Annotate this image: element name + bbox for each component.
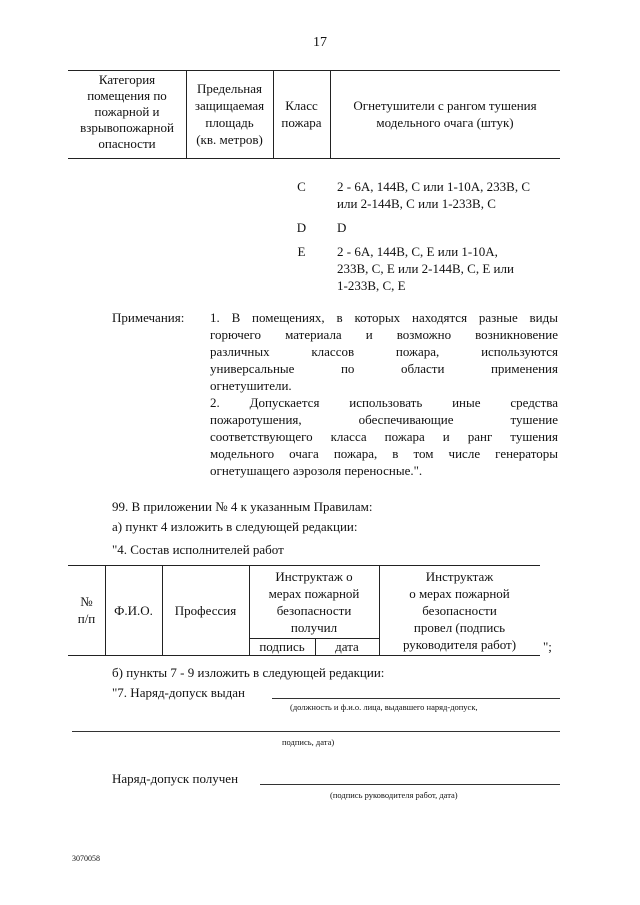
header-line: взрывопожарной <box>80 120 174 135</box>
row-extinguishers <box>337 219 562 236</box>
header-date: дата <box>335 639 359 654</box>
header-line: Огнетушители с рангом тушения <box>353 98 537 113</box>
table-header-rule <box>68 158 560 159</box>
header-category <box>68 72 186 152</box>
header-line: Инструктаж <box>425 569 494 584</box>
header-number <box>68 565 105 655</box>
permit-issued-line <box>272 698 560 699</box>
header-briefing-given <box>379 568 540 653</box>
notes-line: универсальные по области применения <box>210 361 558 376</box>
header-full-name: Ф.И.О. <box>114 602 153 618</box>
header-line: безопасности <box>276 603 352 618</box>
permit-issued-line-2 <box>72 731 560 732</box>
header-line: мерах пожарной <box>268 586 360 601</box>
header-fire-class <box>273 97 330 131</box>
header-line: провел (подпись <box>413 620 506 635</box>
row-extinguishers <box>337 178 562 212</box>
header-line: получил <box>290 620 338 635</box>
notes-line: 1. В помещениях, в которых находятся разные виды <box>210 310 558 325</box>
row-line: 233B, C, E или 2-144B, C, E или <box>337 261 514 276</box>
row-fire-class: D <box>296 220 307 235</box>
row-line: D <box>337 220 347 235</box>
notes-line: огнетушащего аэрозоля переносные.". <box>210 463 423 478</box>
header-line: Инструктаж о <box>275 569 353 584</box>
header-line: о мерах пожарной <box>409 586 510 601</box>
permit-received-line <box>260 784 560 785</box>
header-line: защищаемая <box>194 98 265 113</box>
row-line: 2 - 6A, 144B, C или 1-10A, 233B, C <box>337 179 531 194</box>
row-line: 2 - 6A, 144B, C, E или 1-10A, <box>337 244 498 259</box>
permit-received-label: Наряд-допуск получен <box>112 771 239 786</box>
notes-line: различных классов пожара, используются <box>210 344 558 359</box>
row-extinguishers <box>337 243 562 294</box>
header-briefing-received <box>249 568 379 636</box>
notes-line: горючего материала и возможно возникновение <box>210 327 558 342</box>
permit-issued-label: "7. Наряд-допуск выдан <box>112 685 246 700</box>
document-code: 3070058 <box>72 854 100 863</box>
staff-table-bottom-rule <box>68 655 540 656</box>
header-line: (кв. метров) <box>196 132 263 147</box>
header-signature: подпись <box>259 639 305 654</box>
header-line: Предельная <box>197 81 262 96</box>
row-fire-class: C <box>297 179 306 194</box>
item-a: а) пункт 4 изложить в следующей редакции: <box>112 519 358 534</box>
section-4-title: "4. Состав исполнителей работ <box>112 542 284 557</box>
header-line: площадь <box>205 115 254 130</box>
header-line: опасности <box>98 136 156 151</box>
page-number: 17 <box>313 35 327 50</box>
paragraph-99: 99. В приложении № 4 к указанным Правилам: <box>112 499 373 514</box>
header-profession: Профессия <box>174 602 237 618</box>
notes-line: модельного очага пожара, в том числе генераторы <box>210 446 558 461</box>
header-line: пожарной и <box>94 104 160 119</box>
header-line: модельного очага (штук) <box>376 115 514 130</box>
notes-line: 2. Допускается использовать иные средства <box>210 395 558 410</box>
row-line: 1-233B, C, E <box>337 278 406 293</box>
table-end-mark: "; <box>543 639 552 654</box>
notes-label: Примечания: <box>112 310 185 325</box>
header-line: Класс <box>285 98 318 113</box>
item-b: б) пункты 7 - 9 изложить в следующей редакции: <box>112 665 385 680</box>
header-line: Категория <box>98 72 156 87</box>
header-area <box>186 80 273 148</box>
header-line: № <box>80 594 93 609</box>
header-line: безопасности <box>422 603 497 618</box>
permit-received-caption: (подпись руководителя работ, дата) <box>330 790 458 800</box>
notes-line: огнетушители. <box>210 378 292 393</box>
header-line: помещения по <box>87 88 167 103</box>
notes-line: пожаротушения, обеспечивающие тушение <box>210 412 558 427</box>
header-line: п/п <box>77 611 96 626</box>
notes-text <box>210 309 558 479</box>
table-top-rule <box>68 70 560 71</box>
row-line: или 2-144B, C или 1-233B, C <box>337 196 496 211</box>
row-fire-class: E <box>297 244 306 259</box>
header-extinguishers <box>330 97 560 131</box>
permit-issued-caption: (должность и ф.и.о. лица, выдавшего наряд-допуск, <box>290 702 478 712</box>
notes-line: соответствующего класса пожара и ранг тушения <box>210 429 558 444</box>
permit-issued-caption-2: подпись, дата) <box>282 737 335 747</box>
header-line: пожара <box>281 115 322 130</box>
header-line: руководителя работ) <box>402 637 517 652</box>
